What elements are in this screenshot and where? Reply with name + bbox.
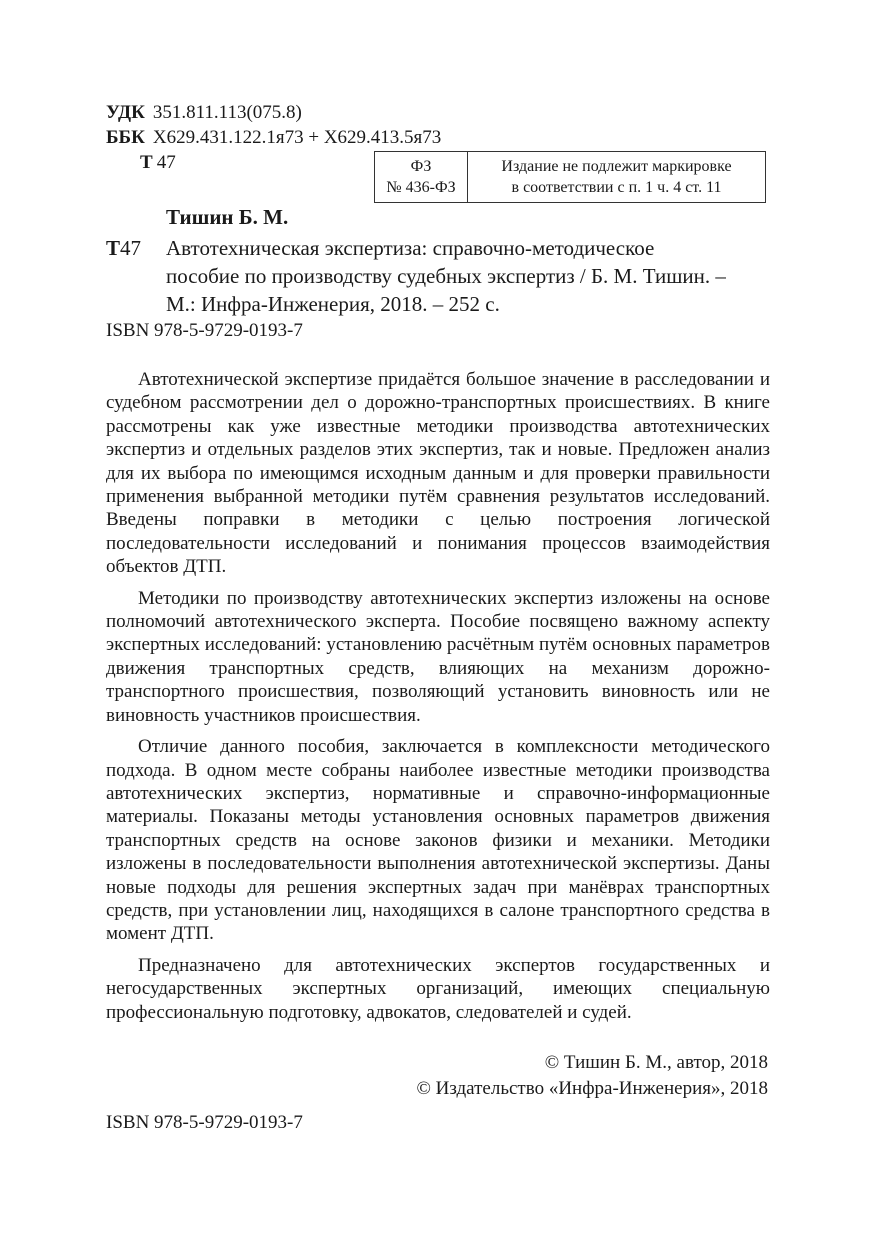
author-mark-number: 47 <box>156 152 176 173</box>
marking-note-line1: Издание не подлежит маркировке <box>501 158 732 175</box>
catalog-author: Тишин Б. М. <box>166 205 289 229</box>
catalog-title-line2: пособие по производству судебных экспертиз / Б. М. Тишин. – <box>166 264 726 288</box>
udk-label: УДК <box>106 102 145 123</box>
copyright-publisher: © Издательство «Инфра-Инженерия», 2018 <box>416 1078 768 1099</box>
annotation <box>106 368 770 1032</box>
marking-box-law <box>375 152 468 202</box>
catalog-title-line1: Автотехническая экспертиза: справочно-методическое <box>166 236 655 260</box>
bbk-value: Х629.431.122.1я73 + Х629.413.5я73 <box>152 127 442 148</box>
copyright-author: © Тишин Б. М., автор, 2018 <box>544 1052 768 1073</box>
annotation-paragraph: Отличие данного пособия, заключается в комплексности методического подхода. В одном месте собраны наиболее известные методики производства автотехнических экспертиз, нормативные и справочно-информационные материалы. Показаны методы установления основных параметров движения транспортных средств на основе законов физики и механики. Методики изложены в последовательности выполнения автотехнической экспертизы. Даны новые подходы для решения экспертных задач при манёврах транспортных средств, при установлении лиц, находящихся в салоне транспортного средства в момент ДТП. <box>106 736 770 945</box>
catalog-entry-mark <box>106 234 141 262</box>
marking-law-line1: ФЗ <box>410 158 432 175</box>
catalog-isbn: ISBN 978-5-9729-0193-7 <box>106 320 303 341</box>
bbk-line <box>106 126 441 150</box>
udk-line <box>106 101 302 125</box>
entry-mark-number: 47 <box>120 236 142 260</box>
bbk-label: ББК <box>106 127 145 148</box>
entry-mark-letter: Т <box>106 236 121 260</box>
udk-value: 351.811.113(075.8) <box>152 102 302 123</box>
annotation-paragraph: Методики по производству автотехнических экспертиз изложены на основе полномочий автотехнического эксперта. Пособие посвящено важному аспекту экспертных исследований: установлению расчётным путём основных параметров движения транспортных средств, влияющих на механизм дорожно-транспортного происшествия, позволяющий установить виновность или не виновность участников происшествия. <box>106 587 770 726</box>
annotation-paragraph: Автотехнической экспертизе придаётся большое значение в расследовании и судебном рассмотрении дел о дорожно-транспортных происшествиях. В книге рассмотрены как уже известные методики производства автотехнических экспертиз и отдельных разделов этих экспертиз, так и новые. Предложен анализ для их выбора по имеющимся исходным данным и для проверки правильности применения выбранной методики путём сравнения результатов исследований. Введены поправки в методики с целью построения логической последовательности исследований и понимания процессов взаимодействия объектов ДТП. <box>106 369 770 578</box>
catalog-title-line3: М.: Инфра-Инженерия, 2018. – 252 с. <box>166 292 500 316</box>
marking-note-line2: в соответствии с п. 1 ч. 4 ст. 11 <box>511 179 722 196</box>
marking-box <box>374 151 766 203</box>
footer-isbn: ISBN 978-5-9729-0193-7 <box>106 1112 303 1133</box>
marking-box-note <box>468 152 765 202</box>
annotation-paragraph: Предназначено для автотехнических экспертов государственных и негосударственных экспертных организаций, имеющих специальную профессиональную подготовку, адвокатов, следователей и судей. <box>106 954 770 1023</box>
author-mark-letter: Т <box>140 152 153 173</box>
marking-law-line2: № 436-ФЗ <box>386 179 456 196</box>
author-mark <box>140 151 176 175</box>
